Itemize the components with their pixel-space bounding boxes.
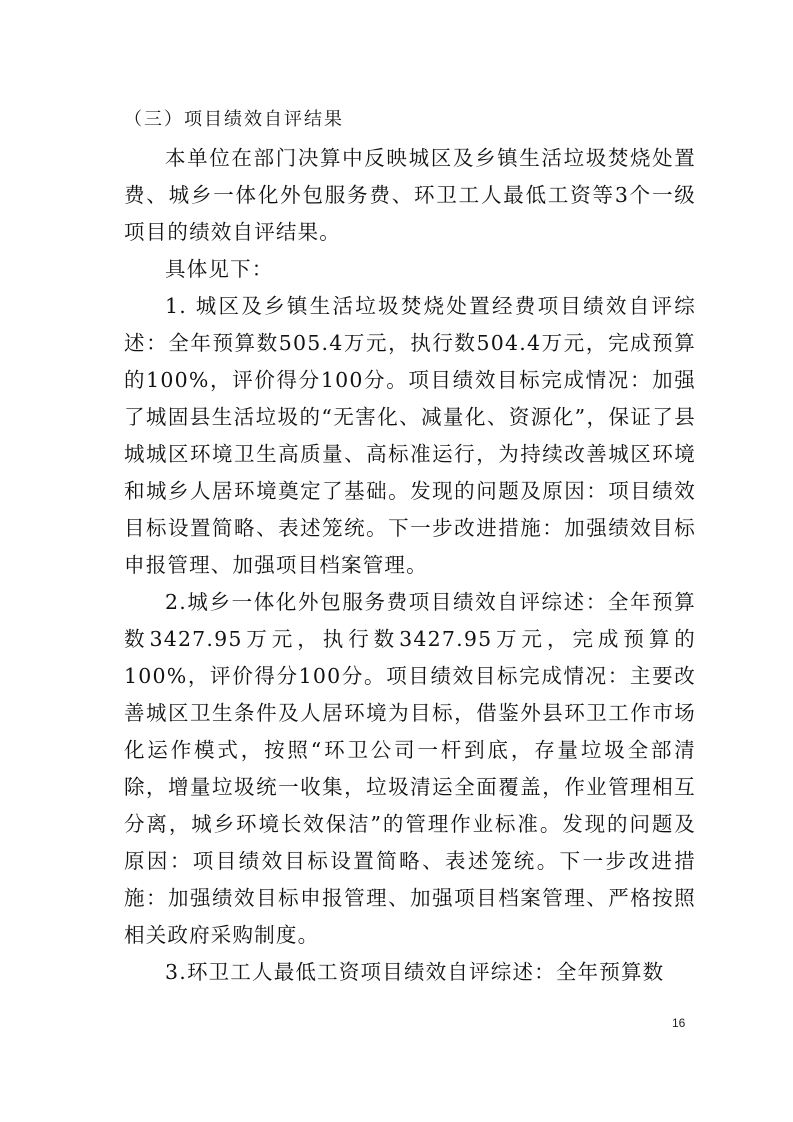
paragraph-item-2: 2.城乡一体化外包服务费项目绩效自评综述：全年预算数3427.95万元，执行数3427.95万元，完成预算的100%，评价得分100分。项目绩效目标完成情况：主要改善城区卫生条件及人居环境为目标，借鉴外县环卫工作市场化运作模式，按照“环卫公司一杆到底，存量垃圾全部清除，增量垃圾统一收集，垃圾清运全面覆盖，作业管理相互分离，城乡环境长效保洁”的管理作业标准。发现的问题及原因：项目绩效目标设置简略、表述笼统。下一步改进措施：加强绩效目标申报管理、加强项目档案管理、严格按照相关政府采购制度。 <box>124 590 696 947</box>
document-body <box>124 140 696 991</box>
section-heading: （三）项目绩效自评结果 <box>124 109 344 130</box>
paragraph-intro: 本单位在部门决算中反映城区及乡镇生活垃圾焚烧处置费、城乡一体化外包服务费、环卫工人最低工资等3个一级项目的绩效自评结果。 <box>124 146 696 244</box>
page-number: 16 <box>672 1016 686 1030</box>
paragraph-item-1: 1. 城区及乡镇生活垃圾焚烧处置经费项目绩效自评综述：全年预算数505.4万元，执行数504.4万元，完成预算的100%，评价得分100分。项目绩效目标完成情况：加强了城固县生活垃圾的“无害化、减量化、资源化”，保证了县城城区环境卫生高质量、高标准运行，为持续改善城区环境和城乡人居环境奠定了基础。发现的问题及原因：项目绩效目标设置简略、表述笼统。下一步改进措施：加强绩效目标申报管理、加强项目档案管理。 <box>124 294 696 577</box>
paragraph-lead-in: 具体见下： <box>165 257 274 281</box>
paragraph-item-3: 3.环卫工人最低工资项目绩效自评综述：全年预算数 <box>165 960 665 984</box>
